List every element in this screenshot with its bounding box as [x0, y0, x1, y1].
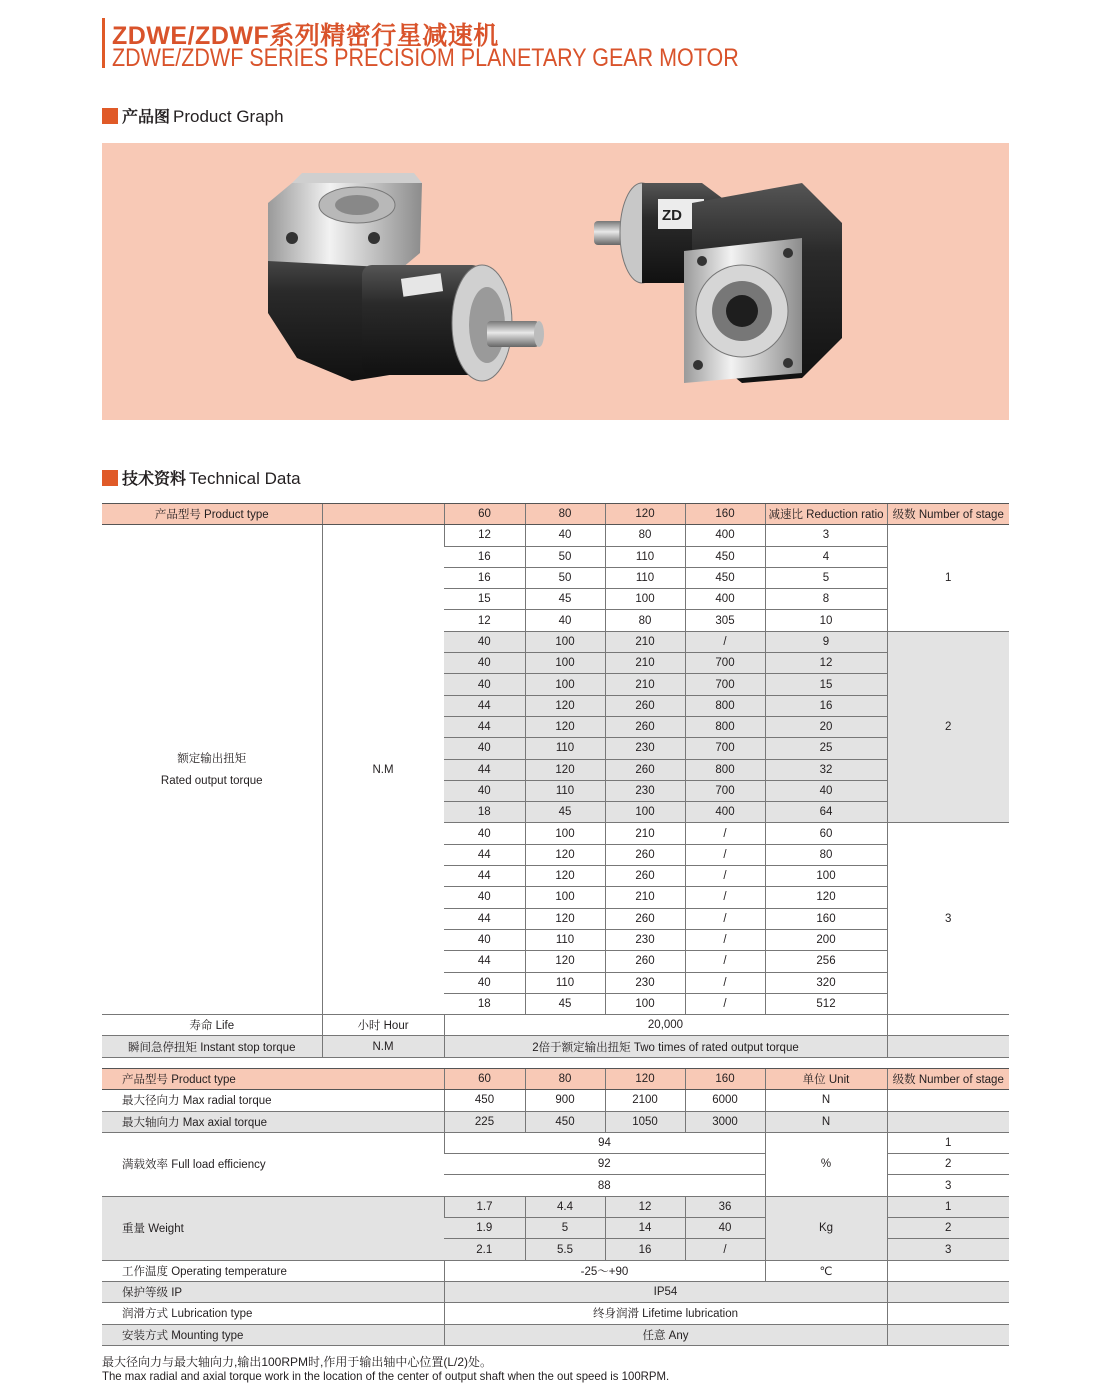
ip-value: IP54	[444, 1281, 887, 1302]
table-cell: 210	[605, 823, 685, 844]
table-cell: 100	[525, 823, 605, 844]
rated-torque-unit: N.M	[322, 525, 444, 1015]
product-brand-label: ZD	[662, 207, 682, 224]
table-cell: 40	[444, 653, 525, 674]
table-cell: 40	[444, 738, 525, 759]
max-axial-row	[102, 1111, 1009, 1132]
table-cell: 230	[605, 780, 685, 801]
table-cell: 110	[525, 780, 605, 801]
table-cell: 700	[685, 780, 765, 801]
efficiency-label: 满载效率 Full load efficiency	[102, 1132, 444, 1196]
stage-cell: 3	[887, 1239, 1009, 1260]
header-cell: 80	[525, 504, 605, 525]
table-cell	[887, 1260, 1009, 1281]
max-axial-label: 最大轴向力 Max axial torque	[102, 1111, 444, 1132]
table-cell: 800	[685, 759, 765, 780]
unit-cell: ℃	[765, 1260, 887, 1281]
table-cell: 450	[685, 567, 765, 588]
table-cell: 16	[605, 1239, 685, 1260]
table-cell: 60	[765, 823, 887, 844]
table-cell: 6000	[685, 1090, 765, 1111]
table-cell: 110	[525, 929, 605, 950]
temperature-row	[102, 1260, 1009, 1281]
table-cell: 400	[685, 589, 765, 610]
table-cell: 40	[765, 780, 887, 801]
table-cell: 400	[685, 802, 765, 823]
table-cell: 16	[444, 546, 525, 567]
table-cell: 80	[605, 525, 685, 546]
unit-cell: N	[765, 1090, 887, 1111]
table-cell: 120	[525, 951, 605, 972]
table-cell: 210	[605, 887, 685, 908]
table-cell: 40	[444, 929, 525, 950]
table-cell	[887, 1303, 1009, 1324]
table-cell: 8	[765, 589, 887, 610]
table-cell: 44	[444, 908, 525, 929]
table-cell: 44	[444, 759, 525, 780]
table-cell: /	[685, 929, 765, 950]
table-cell: 88	[444, 1175, 765, 1196]
table-cell: 4.4	[525, 1196, 605, 1217]
header-cell: 120	[605, 504, 685, 525]
table-cell: 100	[765, 866, 887, 887]
table-cell: /	[685, 887, 765, 908]
ip-label: 保护等级 IP	[102, 1281, 444, 1302]
table-cell: 4	[765, 546, 887, 567]
table-cell: 50	[525, 546, 605, 567]
weight-label: 重量 Weight	[102, 1196, 444, 1260]
table-cell: 44	[444, 695, 525, 716]
table-cell: 40	[444, 887, 525, 908]
stage-cell: 3	[887, 1175, 1009, 1196]
table-cell: 110	[605, 546, 685, 567]
table-cell: 450	[444, 1090, 525, 1111]
table-cell: 3000	[685, 1111, 765, 1132]
table-cell: 260	[605, 951, 685, 972]
table-cell: 32	[765, 759, 887, 780]
unit-cell: %	[765, 1132, 887, 1196]
table-cell	[887, 1324, 1009, 1345]
table-cell: 225	[444, 1111, 525, 1132]
table-cell: 210	[605, 631, 685, 652]
table-cell: 45	[525, 993, 605, 1014]
table-cell: 110	[525, 738, 605, 759]
table-cell: 800	[685, 716, 765, 737]
mounting-label: 安装方式 Mounting type	[102, 1324, 444, 1345]
life-label: 寿命 Life	[102, 1015, 322, 1036]
title-accent-bar	[102, 18, 105, 68]
table-cell: 12	[605, 1196, 685, 1217]
table-cell: 100	[525, 653, 605, 674]
table-cell: 160	[765, 908, 887, 929]
table-cell: 260	[605, 844, 685, 865]
table-cell: 305	[685, 610, 765, 631]
table-cell: 5	[765, 567, 887, 588]
section-title-en: Technical Data	[189, 469, 301, 488]
lubrication-row	[102, 1303, 1009, 1324]
header-cell: 产品型号 Product type	[102, 1069, 444, 1090]
table-cell: 16	[765, 695, 887, 716]
header-cell: 60	[444, 504, 525, 525]
section-title-en: Product Graph	[173, 107, 284, 126]
table-cell: 230	[605, 738, 685, 759]
table-cell: 14	[605, 1218, 685, 1239]
temperature-label: 工作温度 Operating temperature	[102, 1260, 444, 1281]
table-cell: /	[685, 972, 765, 993]
stage-cell: 1	[887, 525, 1009, 631]
gear-motor-right-image	[594, 183, 842, 383]
section-heading-product-graph	[102, 104, 284, 124]
header-cell: 120	[605, 1069, 685, 1090]
section-title-cn: 技术资料	[122, 471, 187, 488]
mounting-value: 任意 Any	[444, 1324, 887, 1345]
instant-stop-unit: N.M	[322, 1036, 444, 1057]
table-cell: 40	[525, 610, 605, 631]
table-cell: 512	[765, 993, 887, 1014]
table-cell: 450	[685, 546, 765, 567]
instant-stop-value: 2倍于额定输出扭矩 Two times of rated output torque	[444, 1036, 887, 1057]
general-spec-table	[102, 1068, 1009, 1346]
table-cell: 700	[685, 653, 765, 674]
table-header-row	[102, 1069, 1009, 1090]
table-cell: 12	[444, 610, 525, 631]
table-cell	[887, 1036, 1009, 1057]
table-cell: 120	[525, 866, 605, 887]
table-cell: 110	[605, 567, 685, 588]
table-cell: 12	[765, 653, 887, 674]
table-cell: 5	[525, 1218, 605, 1239]
table-cell: 100	[525, 674, 605, 695]
temperature-value: -25～+90	[444, 1260, 765, 1281]
mounting-row	[102, 1324, 1009, 1345]
table-cell: 20	[765, 716, 887, 737]
table-cell: 18	[444, 993, 525, 1014]
life-row	[102, 1015, 1009, 1036]
section-square-icon	[102, 470, 118, 486]
stage-cell: 2	[887, 1154, 1009, 1175]
footnote-cn: 最大径向力与最大轴向力,输出100RPM时,作用于输出轴中心位置(L/2)处。	[102, 1355, 493, 1369]
section-title-cn: 产品图	[122, 109, 171, 126]
weight-row	[102, 1196, 1009, 1217]
header-cell: 60	[444, 1069, 525, 1090]
unit-cell: N	[765, 1111, 887, 1132]
table-cell: 92	[444, 1154, 765, 1175]
table-cell: 2.1	[444, 1239, 525, 1260]
table-cell: 700	[685, 738, 765, 759]
header-cell: 级数 Number of stage	[887, 1069, 1009, 1090]
table-cell: 10	[765, 610, 887, 631]
table-cell: 900	[525, 1090, 605, 1111]
header-cell: 160	[685, 504, 765, 525]
table-cell: 230	[605, 929, 685, 950]
table-cell: 9	[765, 631, 887, 652]
table-cell: 200	[765, 929, 887, 950]
table-cell: 100	[525, 887, 605, 908]
table-cell: 40	[444, 780, 525, 801]
max-radial-label: 最大径向力 Max radial torque	[102, 1090, 444, 1111]
stage-cell: 2	[887, 1218, 1009, 1239]
table-cell: /	[685, 993, 765, 1014]
life-value: 20,000	[444, 1015, 887, 1036]
table-cell: 320	[765, 972, 887, 993]
table-cell: 40	[444, 631, 525, 652]
table-cell: 40	[685, 1218, 765, 1239]
table-cell: 40	[444, 674, 525, 695]
table-cell: 120	[525, 759, 605, 780]
table-cell: 45	[525, 802, 605, 823]
table-cell: 100	[605, 802, 685, 823]
lubrication-label: 润滑方式 Lubrication type	[102, 1303, 444, 1324]
lubrication-value: 终身润滑 Lifetime lubrication	[444, 1303, 887, 1324]
table-cell: 450	[525, 1111, 605, 1132]
table-row	[102, 525, 1009, 546]
table-cell: 120	[765, 887, 887, 908]
rated-torque-label-en: Rated output torque	[160, 774, 263, 787]
table-cell: 3	[765, 525, 887, 546]
table-cell: 700	[685, 674, 765, 695]
rated-torque-label-cell	[102, 525, 322, 1015]
gear-motor-left-image	[268, 173, 544, 381]
table-cell	[887, 1281, 1009, 1302]
table-cell: 80	[765, 844, 887, 865]
life-unit: 小时 Hour	[322, 1015, 444, 1036]
table-cell: 120	[525, 844, 605, 865]
stage-cell: 1	[887, 1196, 1009, 1217]
table-cell: 18	[444, 802, 525, 823]
table-cell: 44	[444, 844, 525, 865]
header-cell	[322, 504, 444, 525]
footnote-en: The max radial and axial torque work in the location of the center of output shaft when the out speed is 100RPM.	[102, 1369, 670, 1383]
header-cell: 产品型号 Product type	[102, 504, 322, 525]
table-header-row	[102, 504, 1009, 525]
table-cell: 44	[444, 951, 525, 972]
header-cell: 单位 Unit	[765, 1069, 887, 1090]
table-cell: 400	[685, 525, 765, 546]
table-cell: 1050	[605, 1111, 685, 1132]
section-heading-technical-data	[102, 466, 301, 486]
table-cell: 260	[605, 695, 685, 716]
table-cell: 260	[605, 716, 685, 737]
table-cell: 230	[605, 972, 685, 993]
table-cell: 1.9	[444, 1218, 525, 1239]
table-cell: /	[685, 951, 765, 972]
product-photos	[102, 143, 1009, 420]
section-square-icon	[102, 108, 118, 124]
table-cell: 40	[525, 525, 605, 546]
table-cell: 16	[444, 567, 525, 588]
table-cell: 260	[605, 908, 685, 929]
table-cell: 44	[444, 716, 525, 737]
table-cell: 25	[765, 738, 887, 759]
table-cell: 94	[444, 1132, 765, 1153]
table-cell	[887, 1111, 1009, 1132]
product-graph-band	[102, 143, 1009, 420]
header-cell: 级数 Number of stage	[887, 504, 1009, 525]
instant-stop-row	[102, 1036, 1009, 1057]
table-cell: 15	[765, 674, 887, 695]
table-cell: 12	[444, 525, 525, 546]
table-cell: 64	[765, 802, 887, 823]
table-cell: 100	[605, 993, 685, 1014]
table-cell: /	[685, 631, 765, 652]
table-cell: 36	[685, 1196, 765, 1217]
table-cell	[887, 1015, 1009, 1036]
rated-torque-table	[102, 503, 1009, 1058]
table-cell: 45	[525, 589, 605, 610]
header-cell: 80	[525, 1069, 605, 1090]
table-cell: /	[685, 866, 765, 887]
header-cell: 减速比 Reduction ratio	[765, 504, 887, 525]
table-cell: 80	[605, 610, 685, 631]
ip-row	[102, 1281, 1009, 1302]
table-cell: 100	[525, 631, 605, 652]
rated-torque-label-cn: 额定输出扭矩	[177, 752, 247, 765]
table-cell: 2100	[605, 1090, 685, 1111]
table-cell: 260	[605, 759, 685, 780]
table-cell: 5.5	[525, 1239, 605, 1260]
table-cell: 260	[605, 866, 685, 887]
table-cell: /	[685, 908, 765, 929]
page-title-en: ZDWE/ZDWF SERIES PRECISIOM PLANETARY GEAR MOTOR	[112, 44, 739, 72]
table-cell: 100	[605, 589, 685, 610]
unit-cell: Kg	[765, 1196, 887, 1260]
table-cell: 110	[525, 972, 605, 993]
table-cell: 210	[605, 653, 685, 674]
table-cell: 800	[685, 695, 765, 716]
efficiency-row	[102, 1132, 1009, 1153]
table-cell: 40	[444, 823, 525, 844]
instant-stop-label: 瞬间急停扭矩 Instant stop torque	[102, 1036, 322, 1057]
stage-cell: 2	[887, 631, 1009, 823]
table-cell: /	[685, 1239, 765, 1260]
table-cell: 120	[525, 716, 605, 737]
table-cell: /	[685, 823, 765, 844]
page-title-cn: ZDWE/ZDWF系列精密行星减速机	[112, 22, 499, 50]
stage-cell: 1	[887, 1132, 1009, 1153]
table-cell: 120	[525, 695, 605, 716]
table-cell: 40	[444, 972, 525, 993]
table-cell: 15	[444, 589, 525, 610]
table-cell: 256	[765, 951, 887, 972]
header-cell: 160	[685, 1069, 765, 1090]
max-radial-row	[102, 1090, 1009, 1111]
table-cell: 210	[605, 674, 685, 695]
table-cell	[887, 1090, 1009, 1111]
table-cell: /	[685, 844, 765, 865]
stage-cell: 3	[887, 823, 1009, 1015]
table-cell: 1.7	[444, 1196, 525, 1217]
table-cell: 50	[525, 567, 605, 588]
table-cell: 120	[525, 908, 605, 929]
table-cell: 44	[444, 866, 525, 887]
